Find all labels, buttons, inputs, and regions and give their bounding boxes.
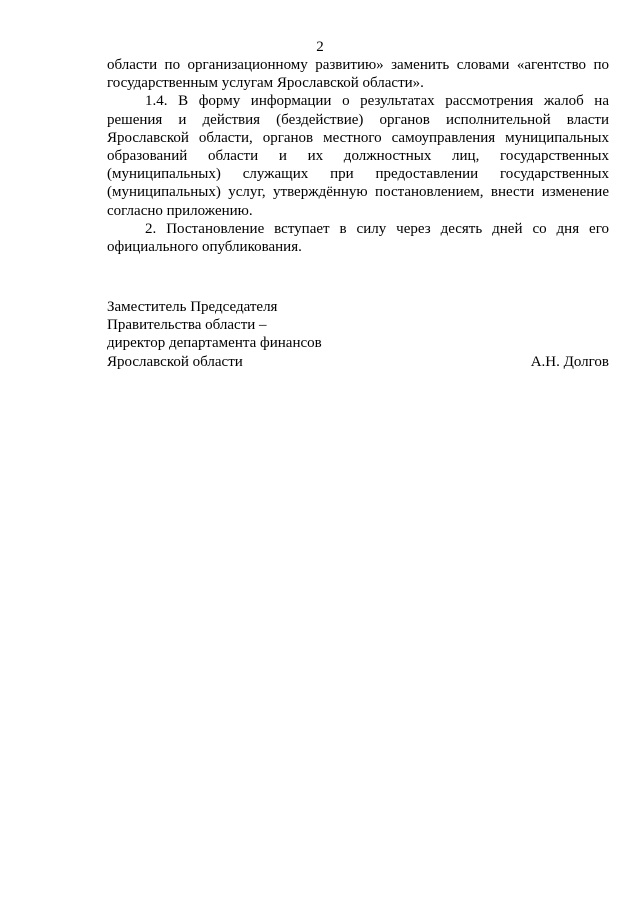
signatory-position-line-3: директор департамента финансов bbox=[107, 335, 322, 352]
signatory-final-row bbox=[107, 353, 609, 371]
signatory-position-line-4: Ярославской области bbox=[107, 353, 243, 370]
paragraph-item-2: 2. Постановление вступает в силу через десять дней со дня его официального опубликования. bbox=[107, 220, 609, 256]
signature-block bbox=[107, 298, 609, 371]
signatory-position-line-1: Заместитель Председателя bbox=[107, 299, 278, 315]
document-body bbox=[107, 56, 609, 256]
paragraph-item-1-4: 1.4. В форму информации о результатах рассмотрения жалоб на решения и действия (бездействие) органов исполнительной власти Ярославской области, органов местного самоуправления муниципальных образований области и их должностных лиц, государственных (муниципальных) служащих при предоставлении государственных (муниципальных) услуг, утверждённую постановлением, внести изменение согласно приложению. bbox=[107, 93, 609, 219]
page-number: 2 bbox=[316, 39, 324, 55]
signatory-position-line-2: Правительства области – bbox=[107, 317, 267, 334]
paragraph-continuation: области по организационному развитию» заменить словами «агентство по государственным услугам Ярославской области». bbox=[107, 57, 609, 92]
signatory-name: А.Н. Долгов bbox=[530, 353, 609, 370]
